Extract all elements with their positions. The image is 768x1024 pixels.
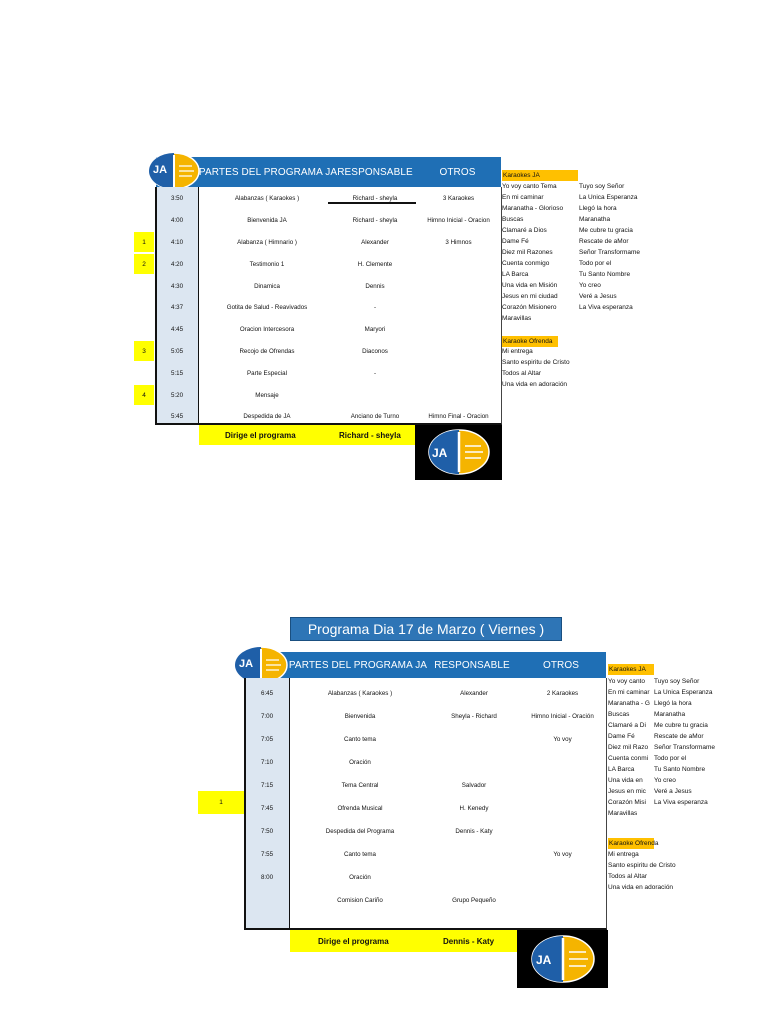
p2-ofrenda-item: Mi entrega: [608, 851, 639, 858]
p2-cell-time: [244, 889, 290, 912]
p1-karaoke-item: La Viva esperanza: [579, 304, 633, 311]
p1-karaoke-item: Veré a Jesus: [579, 293, 617, 300]
p1-logo-text: JA: [153, 164, 168, 176]
p2-cell-resp: Grupo Pequeño: [452, 897, 496, 904]
p1-row: [155, 275, 502, 297]
p2-cell-part: Oración: [349, 759, 371, 766]
p2-karaoke-item: Me cubre tu gracia: [654, 722, 708, 729]
p2-cell-part: Ofrenda Musical: [337, 805, 383, 812]
p2-ja-logo-icon: [517, 930, 608, 988]
p2-karaoke-item: Todo por el: [654, 755, 687, 762]
p2-row: [244, 797, 607, 820]
p1-karaoke-item: Dame Fé: [502, 238, 529, 245]
p2-cell-resp: Dennis - Katy: [455, 828, 493, 835]
p2-title: Programa Dia 17 de Marzo ( Viernes ): [290, 617, 562, 641]
p2-cell-part: Despedida del Programa: [325, 828, 395, 835]
p1-cell-part: Mensaje: [255, 391, 279, 399]
p1-karaoke-item: Maravillas: [502, 315, 532, 322]
p1-karaoke-item: Buscas: [502, 216, 524, 223]
p1-cell-otros: [415, 362, 502, 384]
p1-row: [155, 253, 502, 275]
p2-cell-resp: Alexander: [460, 690, 488, 697]
p2-cell-resp: [430, 866, 518, 889]
p2-karaoke-item: Diez mil Razo: [608, 744, 649, 751]
p1-cell-time: 5:15: [170, 369, 184, 377]
p2-karaoke-item: Buscas: [608, 711, 630, 718]
p2-karaokes-title: Karaokes JA: [608, 664, 654, 675]
p1-cell-part: Gotita de Salud - Reavivados: [226, 304, 308, 312]
p2-cell-time: 7:15: [260, 782, 274, 789]
p1-ofrenda-title: Karaoke Ofrenda: [502, 336, 558, 347]
p1-cell-part: Despedida de JA: [243, 413, 291, 421]
p2-karaoke-item: Rescate de aMor: [654, 733, 704, 740]
p2-karaokes-col2: [654, 676, 715, 808]
p1-cell-time: 5:45: [170, 413, 184, 421]
p1-cell-time: 3:50: [170, 195, 184, 203]
p1-marker: 4: [134, 385, 154, 405]
p1-row: [155, 341, 502, 363]
p1-cell-time: 4:30: [170, 282, 184, 290]
p1-cell-otros: [415, 275, 502, 297]
p2-ofrenda-title: Karaoke Ofrenda: [609, 840, 659, 847]
p1-row: [155, 188, 502, 210]
p1-cell-time: 4:20: [170, 260, 184, 268]
p2-row: [244, 866, 607, 889]
p2-karaoke-item: Maranatha: [654, 711, 686, 718]
p2-cell-part: Alabanzas ( Karaokes ): [327, 690, 393, 697]
p1-footer-value: Richard - sheyla: [339, 430, 401, 440]
p1-karaoke-item: Tu Santo Nombre: [579, 271, 631, 278]
p2-karaoke-item: Tu Santo Nombre: [654, 766, 706, 773]
p2-karaoke-item: Jesus en mic: [608, 788, 646, 795]
p2-header-partes: PARTES DEL PROGRAMA JA: [288, 659, 428, 671]
p2-cell-resp: [430, 751, 518, 774]
p1-karaoke-item: Jesus en mi ciudad: [502, 293, 558, 300]
p1-header-partes: PARTES DEL PROGRAMA JA: [198, 166, 338, 178]
p2-cell-otros: [518, 797, 607, 820]
p1-cell-otros: 3 Karaokes: [442, 195, 475, 203]
p2-cell-otros: Yo voy: [553, 851, 572, 858]
p2-marker: 1: [198, 791, 244, 814]
p2-cell-resp: H. Kenedy: [459, 805, 489, 812]
p1-ofrenda-item: Una vida en adoración: [502, 381, 568, 388]
p2-cell-otros: [518, 774, 607, 797]
p2-cell-part: Canto tema: [344, 851, 376, 858]
p1-ofrenda-item: Mi entrega: [502, 348, 533, 355]
p1-karaoke-item: Maranatha: [579, 216, 611, 223]
p1-marker: 2: [134, 254, 154, 274]
p2-header-row: [244, 652, 606, 678]
p2-cell-otros: [518, 866, 607, 889]
p1-cell-part: Parte Especial: [247, 369, 287, 377]
p1-cell-part: Recojo de Ofrendas: [239, 347, 295, 355]
p2-cell-time: 7:45: [260, 805, 274, 812]
p1-row: [155, 297, 502, 319]
p1-karaoke-item: En mi caminar: [502, 194, 544, 201]
p1-footer-label: Dirige el programa: [225, 430, 296, 440]
p1-cell-otros: Himno Inicial - Oracion: [427, 217, 490, 225]
p2-cell-resp: Salvador: [461, 782, 487, 789]
p1-cell-time: 4:37: [170, 304, 184, 312]
p1-cell-time: 4:45: [170, 326, 184, 334]
p1-karaoke-item: Diez mil Razones: [502, 249, 553, 256]
p1-karaoke-item: Rescate de aMor: [579, 238, 629, 245]
p2-karaoke-item: La Unica Esperanza: [654, 689, 713, 696]
p2-cell-otros: Yo voy: [553, 736, 572, 743]
p1-header-row: [156, 157, 501, 187]
p1-row: [155, 362, 502, 384]
p2-cell-resp: Sheyla - Richard: [451, 713, 497, 720]
p1-marker: 1: [134, 232, 154, 252]
p2-row: [244, 682, 607, 705]
p1-logo-box-text: JA: [432, 446, 448, 460]
p1-cell-resp: -: [373, 369, 377, 377]
p1-karaoke-item: Una vida en Misión: [502, 282, 558, 289]
p1-row: [155, 384, 502, 406]
p1-karaoke-item: Tuyo soy Señor: [579, 183, 625, 190]
p1-cell-time: 4:00: [170, 217, 184, 225]
p2-cell-part: Bienvenida: [344, 713, 376, 720]
p2-cell-time: 8:00: [260, 874, 274, 881]
p2-logo-box: [517, 930, 608, 988]
p2-cell-part: Canto tema: [344, 736, 376, 743]
p1-cell-resp: Maryori: [364, 326, 386, 334]
p2-footer-label: Dirige el programa: [318, 936, 389, 946]
p2-karaoke-item: Dame Fé: [608, 733, 635, 740]
p1-karaoke-item: Señor Transformame: [579, 249, 641, 256]
p1-cell-resp: Dennis: [365, 282, 385, 290]
p1-cell-resp: -: [373, 304, 377, 312]
p1-karaoke-item: Corazón Misionero: [502, 304, 557, 311]
p2-cell-part: Comision Cariño: [337, 897, 383, 904]
p2-ofrenda-item: Santo espiritu de Cristo: [608, 862, 676, 869]
p1-cell-time: 4:10: [170, 238, 184, 246]
p1-cell-part: Testimonio 1: [249, 260, 285, 268]
p1-cell-resp: Alexander: [361, 238, 389, 246]
p2-header-responsable: RESPONSABLE: [434, 659, 510, 671]
p2-karaoke-item: Llegó la hora: [654, 700, 692, 707]
p1-cell-part: Alabanza ( Himnario ): [237, 238, 297, 246]
p1-ofrenda-item: Santo espiritu de Cristo: [502, 359, 570, 366]
p2-logo-text: JA: [239, 658, 254, 670]
p2-row: [244, 705, 607, 728]
p2-cell-time: 7:55: [260, 851, 274, 858]
p1-cell-resp: Anciano de Turno: [350, 413, 400, 421]
p1-karaoke-item: Maranatha - Glorioso: [502, 205, 564, 212]
p2-cell-part: Oración: [349, 874, 371, 881]
p2-cell-otros: [518, 889, 607, 912]
p2-row: [244, 728, 607, 751]
p2-karaoke-item: Maranatha - G: [608, 700, 650, 707]
p1-header-logo: [148, 152, 200, 190]
p2-ofrenda-item: Todos al Altar: [608, 873, 648, 880]
p1-cell-resp: Richard - sheyla: [352, 217, 398, 225]
p2-cell-time: 7:05: [260, 736, 274, 743]
p2-logo-box-text: JA: [536, 953, 552, 967]
p1-marker: 3: [134, 341, 154, 361]
p2-row: [244, 751, 607, 774]
p2-row: [244, 774, 607, 797]
p2-karaoke-item: Corazón Misi: [608, 799, 646, 806]
p1-cell-part: Alabanzas ( Karaokes ): [234, 195, 300, 203]
p2-cell-part: Tema Central: [341, 782, 379, 789]
p2-karaoke-item: LA Barca: [608, 766, 635, 773]
p1-cell-otros: 3 Himnos: [445, 238, 472, 246]
p2-cell-time: 7:10: [260, 759, 274, 766]
p2-cell-time: 6:45: [260, 690, 274, 697]
p2-cell-time: 7:00: [260, 713, 274, 720]
p1-karaokes-title: Karaokes JA: [502, 170, 578, 181]
p1-cell-time: 5:05: [170, 347, 184, 355]
p1-header-responsable: RESPONSABLE: [337, 166, 413, 178]
p2-ofrenda-item: Una vida en adoración: [608, 884, 674, 891]
p1-cell-part: Oracion Intercesora: [239, 326, 295, 334]
p1-footer: [199, 425, 415, 445]
p2-karaoke-item: En mi caminar: [608, 689, 650, 696]
p1-cell-resp: Diaconos: [362, 347, 388, 355]
p2-cell-otros: [518, 820, 607, 843]
p1-karaoke-item: Todo por el: [579, 260, 612, 267]
p2-row: [244, 843, 607, 866]
p1-ofrenda-list: [502, 346, 570, 390]
p1-cell-otros: Himno Final - Oracion: [428, 413, 489, 421]
p1-row: [155, 319, 502, 341]
p1-karaoke-item: Clamaré a Dios: [502, 227, 547, 234]
p1-karaoke-item: La Unica Esperanza: [579, 194, 638, 201]
p1-cell-resp: H. Clemente: [357, 260, 393, 268]
p2-cell-otros: [518, 751, 607, 774]
p1-cell-otros: [415, 384, 502, 406]
p1-karaoke-item: Llegó la hora: [579, 205, 617, 212]
p2-header-otros: OTROS: [542, 659, 580, 671]
p1-header-otros: OTROS: [439, 166, 476, 178]
p1-karaoke-item: Me cubre tu gracia: [579, 227, 633, 234]
p1-cell-time: 5:20: [170, 391, 184, 399]
p1-karaokes-col2: [579, 181, 640, 313]
p1-cell-resp: [335, 384, 415, 406]
p2-row: [244, 889, 607, 912]
p2-cell-otros: Himno Inicial - Oración: [531, 713, 594, 720]
p1-row: [155, 210, 502, 232]
p2-cell-time: 7:50: [260, 828, 274, 835]
p2-karaoke-item: Señor Transformame: [654, 744, 716, 751]
p2-ofrenda-list: [608, 849, 676, 893]
p1-ja-logo-icon: [415, 425, 502, 480]
p2-cell-resp: [430, 728, 518, 751]
p1-logo-box: [415, 425, 502, 480]
p1-karaokes-col1: [502, 181, 563, 324]
p2-karaoke-item: Yo voy canto: [608, 678, 645, 685]
p1-ofrenda-item: Todos al Altar: [502, 370, 542, 377]
p1-karaoke-item: Yo voy canto Tema: [502, 183, 557, 190]
p1-cell-part: Bienvenida JA: [247, 217, 287, 225]
p2-karaoke-item: Veré a Jesus: [654, 788, 692, 795]
p2-footer: [290, 930, 517, 952]
p1-row: [155, 232, 502, 254]
p1-karaoke-item: Cuenta conmigo: [502, 260, 550, 267]
p2-karaoke-item: Tuyo soy Señor: [654, 678, 700, 685]
p1-karaoke-item: Yo creo: [579, 282, 601, 289]
p2-cell-resp: [430, 843, 518, 866]
p2-karaoke-item: Clamaré a Di: [608, 722, 646, 729]
p1-cell-otros: [415, 297, 502, 319]
p2-karaoke-item: Cuenta conmi: [608, 755, 649, 762]
p2-karaoke-item: Yo creo: [654, 777, 676, 784]
p2-cell-otros: 2 Karaokes: [546, 690, 579, 697]
p2-karaokes-col1: [608, 676, 654, 819]
p1-karaoke-item: LA Barca: [502, 271, 529, 278]
p1-cell-otros: [415, 341, 502, 363]
p2-karaoke-item: Maravillas: [608, 810, 638, 817]
p2-karaoke-item: Una vida en: [608, 777, 643, 784]
p2-karaoke-item: La Viva esperanza: [654, 799, 708, 806]
p1-cell-otros: [415, 319, 502, 341]
p2-footer-value: Dennis - Katy: [443, 936, 495, 946]
p1-cell-otros: [415, 253, 502, 275]
p1-cell-part: Dinamica: [254, 282, 280, 290]
p1-cell-resp: Richard - sheyla: [352, 195, 398, 203]
p2-row: [244, 820, 607, 843]
